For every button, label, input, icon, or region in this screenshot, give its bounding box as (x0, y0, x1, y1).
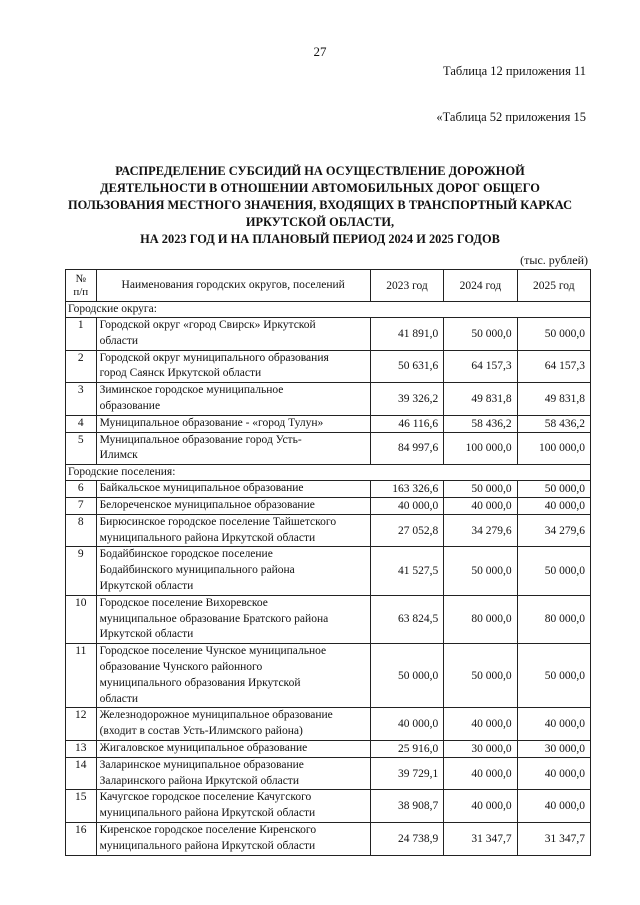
table-row (66, 432, 591, 465)
subsidy-table (65, 269, 591, 856)
row-name (96, 318, 370, 351)
row-number: 10 (66, 595, 97, 643)
row-name (96, 708, 370, 741)
value-2025: 30 000,0 (517, 740, 590, 757)
row-number: 3 (66, 383, 97, 416)
row-name (96, 497, 370, 514)
value-2023: 50 000,0 (370, 644, 443, 708)
row-name (96, 757, 370, 790)
group-row (66, 302, 591, 318)
value-2025: 50 000,0 (517, 547, 590, 595)
row-number: 2 (66, 350, 97, 383)
value-2024: 50 000,0 (444, 318, 517, 351)
row-number: 1 (66, 318, 97, 351)
row-name-line: (входит в состав Усть-Илимского района) (99, 725, 303, 738)
row-name-line: Городское поселение Чунское муниципальное (99, 645, 327, 658)
row-name (96, 415, 370, 432)
group-title: Городские поселения: (66, 465, 591, 481)
row-name-line: Заларинского района Иркутской области (99, 774, 299, 787)
table-row (66, 481, 591, 498)
header-2024: 2024 год (444, 270, 517, 302)
table-row (66, 514, 591, 547)
row-number: 12 (66, 708, 97, 741)
row-name-line: Бодайбинского муниципального района (99, 564, 295, 577)
row-name-line: город Саянск Иркутской области (99, 367, 262, 380)
value-2024: 50 000,0 (444, 481, 517, 498)
row-name-line: Белореченское муниципальное образование (99, 498, 315, 511)
value-2024: 40 000,0 (444, 497, 517, 514)
row-number: 14 (66, 757, 97, 790)
value-2024: 50 000,0 (444, 644, 517, 708)
document-title (60, 163, 580, 248)
header-number (66, 270, 97, 302)
value-2025: 64 157,3 (517, 350, 590, 383)
row-name-line: муниципального района Иркутской области (99, 839, 316, 852)
group-row (66, 465, 591, 481)
header-2023: 2023 год (370, 270, 443, 302)
row-number: 9 (66, 547, 97, 595)
value-2023: 41 891,0 (370, 318, 443, 351)
table-row (66, 790, 591, 823)
value-2025: 100 000,0 (517, 432, 590, 465)
row-name (96, 481, 370, 498)
value-2024: 40 000,0 (444, 757, 517, 790)
row-name-line: Бодайбинское городское поселение (99, 548, 273, 561)
table-row (66, 595, 591, 643)
row-number: 7 (66, 497, 97, 514)
row-name-line: Городской округ «город Свирск» Иркутской (99, 319, 316, 331)
row-name-line: Муниципальное образование - «город Тулун» (99, 416, 324, 429)
value-2023: 50 631,6 (370, 350, 443, 383)
row-name-line: Илимск (99, 449, 138, 462)
value-2024: 64 157,3 (444, 350, 517, 383)
table-row (66, 708, 591, 741)
value-2023: 84 997,6 (370, 432, 443, 465)
title-line: ИРКУТСКОЙ ОБЛАСТИ, (245, 215, 395, 229)
row-name-line: области (99, 692, 139, 705)
value-2025: 49 831,8 (517, 383, 590, 416)
row-number: 8 (66, 514, 97, 547)
row-name-line: образование (99, 399, 161, 412)
page-number: 27 (313, 44, 327, 59)
table-row (66, 383, 591, 416)
value-2024: 34 279,6 (444, 514, 517, 547)
row-name (96, 790, 370, 823)
value-2025: 58 436,2 (517, 415, 590, 432)
header-2025: 2025 год (517, 270, 590, 302)
value-2023: 63 824,5 (370, 595, 443, 643)
table-row (66, 547, 591, 595)
row-name-line: Железнодорожное муниципальное образование (99, 709, 333, 722)
value-2025: 40 000,0 (517, 757, 590, 790)
row-name (96, 547, 370, 595)
value-2025: 50 000,0 (517, 481, 590, 498)
row-name-line: Жигаловское муниципальное образование (99, 741, 308, 754)
header-number-line1: № (75, 272, 87, 285)
row-name-line: муниципального района Иркутской области (99, 531, 316, 544)
value-2023: 163 326,6 (370, 481, 443, 498)
table-row (66, 350, 591, 383)
value-2023: 46 116,6 (370, 415, 443, 432)
row-name-line: Заларинское муниципальное образование (99, 758, 304, 771)
row-name-line: Иркутской области (99, 628, 194, 641)
row-name-line: Качугское городское поселение Качугского (99, 791, 312, 804)
row-name-line: области (99, 334, 139, 347)
row-name (96, 350, 370, 383)
value-2023: 39 729,1 (370, 757, 443, 790)
title-line: ПОЛЬЗОВАНИЯ МЕСТНОГО ЗНАЧЕНИЯ, ВХОДЯЩИХ В ТРАНСПОРТНЫЙ КАРКАС (67, 198, 573, 212)
row-number: 13 (66, 740, 97, 757)
units-note: (тыс. рублей) (520, 253, 588, 267)
title-line: ДЕЯТЕЛЬНОСТИ В ОТНОШЕНИИ АВТОМОБИЛЬНЫХ ДОРОГ ОБЩЕГО (100, 181, 540, 195)
table-row (66, 497, 591, 514)
value-2025: 50 000,0 (517, 318, 590, 351)
value-2023: 40 000,0 (370, 497, 443, 514)
value-2025: 40 000,0 (517, 790, 590, 823)
table-reference: Таблица 12 приложения 11 (443, 64, 586, 78)
group-title: Городские округа: (66, 302, 591, 318)
row-number: 5 (66, 432, 97, 465)
row-name (96, 432, 370, 465)
row-name (96, 822, 370, 855)
value-2024: 58 436,2 (444, 415, 517, 432)
row-name-line: Иркутской области (99, 579, 194, 592)
row-name-line: образование Чунского районного (99, 660, 263, 673)
row-name-line: Байкальское муниципальное образование (99, 482, 304, 495)
row-name (96, 644, 370, 708)
row-name (96, 383, 370, 416)
row-name-line: муниципальное образование Братского района (99, 612, 329, 625)
value-2023: 25 916,0 (370, 740, 443, 757)
row-name-line: Городской округ муниципального образования (99, 351, 329, 364)
value-2025: 80 000,0 (517, 595, 590, 643)
value-2024: 31 347,7 (444, 822, 517, 855)
value-2024: 80 000,0 (444, 595, 517, 643)
row-name-line: Муниципальное образование город Усть- (99, 433, 302, 446)
row-number: 15 (66, 790, 97, 823)
row-number: 16 (66, 822, 97, 855)
row-number: 4 (66, 415, 97, 432)
table-row (66, 644, 591, 708)
row-name-line: муниципального образования Иркутской (99, 676, 301, 689)
table-row (66, 740, 591, 757)
table-row (66, 415, 591, 432)
row-name-line: муниципального района Иркутской области (99, 807, 316, 820)
value-2024: 40 000,0 (444, 790, 517, 823)
value-2023: 39 326,2 (370, 383, 443, 416)
table-row (66, 757, 591, 790)
value-2025: 34 279,6 (517, 514, 590, 547)
row-name-line: Городское поселение Вихоревское (99, 596, 268, 609)
row-number: 6 (66, 481, 97, 498)
value-2025: 50 000,0 (517, 644, 590, 708)
value-2025: 31 347,7 (517, 822, 590, 855)
value-2023: 41 527,5 (370, 547, 443, 595)
header-name: Наименования городских округов, поселений (96, 270, 370, 302)
value-2024: 40 000,0 (444, 708, 517, 741)
value-2024: 30 000,0 (444, 740, 517, 757)
value-2024: 49 831,8 (444, 383, 517, 416)
row-name (96, 514, 370, 547)
row-name-line: Зиминское городское муниципальное (99, 384, 284, 397)
table-header-row (66, 270, 591, 302)
table-body (66, 302, 591, 856)
value-2023: 24 738,9 (370, 822, 443, 855)
value-2024: 100 000,0 (444, 432, 517, 465)
value-2023: 38 908,7 (370, 790, 443, 823)
title-line: РАСПРЕДЕЛЕНИЕ СУБСИДИЙ НА ОСУЩЕСТВЛЕНИЕ ДОРОЖНОЙ (115, 164, 525, 178)
value-2025: 40 000,0 (517, 708, 590, 741)
header-number-line2: п/п (73, 285, 89, 298)
row-name (96, 740, 370, 757)
value-2025: 40 000,0 (517, 497, 590, 514)
value-2023: 40 000,0 (370, 708, 443, 741)
value-2023: 27 052,8 (370, 514, 443, 547)
table-row (66, 318, 591, 351)
title-line: НА 2023 ГОД И НА ПЛАНОВЫЙ ПЕРИОД 2024 И 2025 ГОДОВ (140, 232, 500, 246)
row-name-line: Бирюсинское городское поселение Тайшетского (99, 515, 337, 528)
table-reference-amended: «Таблица 52 приложения 15 (436, 110, 586, 124)
row-name (96, 595, 370, 643)
value-2024: 50 000,0 (444, 547, 517, 595)
table-row (66, 822, 591, 855)
row-number: 11 (66, 644, 97, 708)
row-name-line: Киренское городское поселение Киренского (99, 823, 317, 836)
